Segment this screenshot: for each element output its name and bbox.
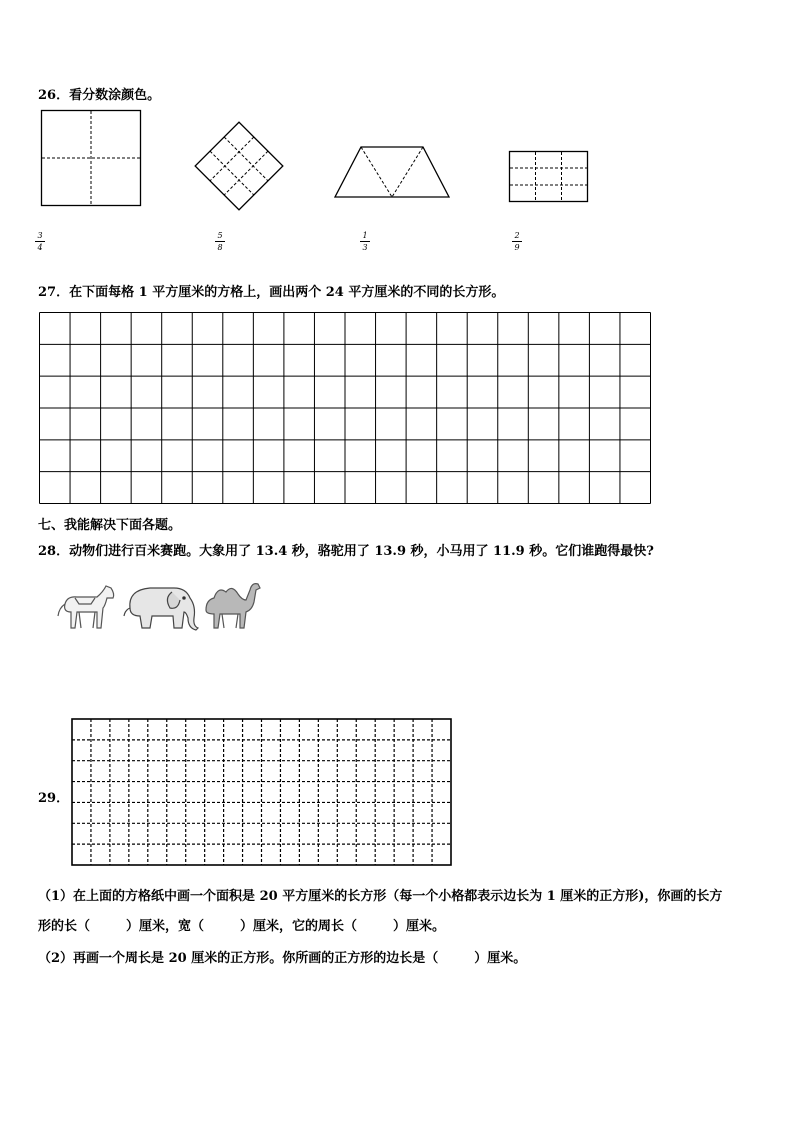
square-quarters-shape[interactable] [41, 110, 141, 206]
camel-image [202, 578, 264, 632]
fraction-3-4: 3 4 [35, 231, 45, 252]
q27-title: 27．在下面每格 1 平方厘米的方格上，画出两个 24 平方厘米的不同的长方形。 [38, 285, 505, 300]
q26-title: 26．看分数涂颜色。 [38, 88, 161, 103]
section-7-title: 七、我能解决下面各题。 [38, 518, 182, 533]
horse-image [55, 584, 119, 632]
q29-number: 29． [38, 791, 70, 806]
fraction-2-9: 2 9 [512, 231, 522, 252]
square-grid-1cm[interactable] [39, 312, 651, 504]
trapezoid-shape[interactable] [334, 146, 450, 198]
dashed-square-grid[interactable] [71, 718, 452, 866]
fraction-5-8: 5 8 [215, 231, 225, 252]
q29-part1-line1: （1）在上面的方格纸中画一个面积是 20 平方厘米的长方形（每一个小格都表示边长为 1 厘米的正方形)，你画的长方 [38, 889, 723, 904]
fraction-1-3: 1 3 [360, 231, 370, 252]
q29-part1-line2: 形的长（ ）厘米，宽（ ）厘米，它的周长（ ）厘米。 [38, 919, 446, 934]
q28-title: 28．动物们进行百米赛跑。大象用了 13.4 秒，骆驼用了 13.9 秒，小马用了 11.9 秒。它们谁跑得最快? [38, 544, 654, 559]
rectangle-ninths-shape[interactable] [509, 151, 588, 202]
diamond-shape[interactable] [192, 121, 286, 211]
elephant-image [122, 582, 200, 632]
q29-part2: （2）再画一个周长是 20 厘米的正方形。你所画的正方形的边长是（ ）厘米。 [38, 951, 527, 966]
